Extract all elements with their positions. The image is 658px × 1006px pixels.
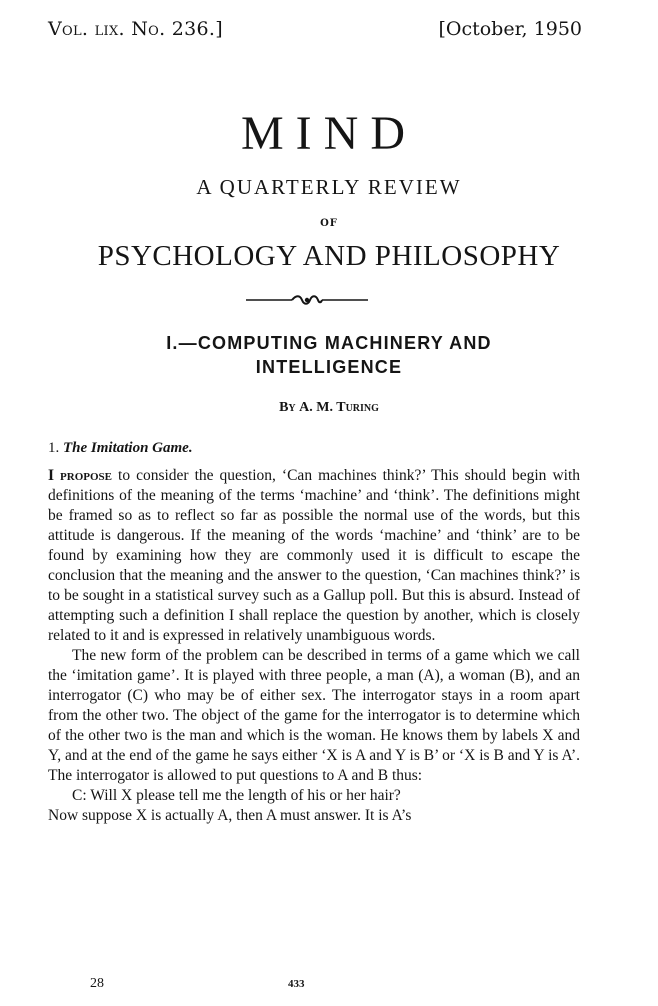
author-name: A. M. Turing (299, 400, 379, 415)
article-title-line2: INTELLIGENCE (255, 357, 403, 377)
journal-title: MIND (241, 107, 417, 160)
section-number: 1. (48, 440, 60, 456)
paragraph-lead: I propose (48, 467, 112, 484)
signature-mark: 28 (90, 976, 104, 991)
paragraph-1-text: to consider the question, ‘Can machines think?’ This should begin with definitions of the meaning of the terms ‘machine’ and ‘think’. The definitions might be framed so as to reflect so far as possible the normal use of the words, but this attitude is dangerous. If the meaning of the words ‘machine’ and ‘think’ are to be found by examining how they are commonly used it is difficult to escape the conclusion that the meaning and the answer to the question, ‘Can machines think?’ is to be sought in a statistical survey such as a Gallup poll. But this is absurd. Instead of attempting such a definition I shall replace the question by another, which is closely related to it and is expressed in relatively unambiguous words. (48, 467, 580, 644)
paragraph-1 (48, 466, 580, 646)
volume-number: Vol. lix. No. 236.] (48, 18, 223, 40)
page-number: 433 (288, 978, 305, 990)
journal-field: PSYCHOLOGY AND PHILOSOPHY (97, 240, 561, 272)
article-title (0, 331, 658, 379)
journal-subtitle: A QUARTERLY REVIEW (196, 175, 462, 199)
paragraph-3: Now suppose X is actually A, then A must answer. It is A’s (48, 807, 412, 824)
section-title: The Imitation Game. (63, 440, 193, 456)
paragraph-2: The new form of the problem can be described in terms of a game which we call the ‘imitation game’. It is played with three people, a man (A), a woman (B), and an interrogator (C) who may be of either sex. The interrogator stays in a room apart from the other two. The object of the game for the interrogator is to determine which of the other two is the man and which is the woman. He knows them by labels X and Y, and at the end of the game he says either ‘X is A and Y is B’ or ‘X is B and Y is A’. The interrogator is allowed to put questions to A and B thus: (48, 647, 580, 784)
byline (0, 400, 658, 416)
journal-of: OF (320, 218, 338, 229)
section-heading (48, 440, 193, 457)
issue-date: [October, 1950 (438, 18, 582, 40)
byline-by: By (279, 400, 296, 415)
ornament-divider (246, 292, 368, 308)
question-line: C: Will X please tell me the length of his or her hair? (72, 787, 401, 804)
article-title-line1: I.—COMPUTING MACHINERY AND (166, 333, 492, 353)
article-body (48, 466, 580, 826)
